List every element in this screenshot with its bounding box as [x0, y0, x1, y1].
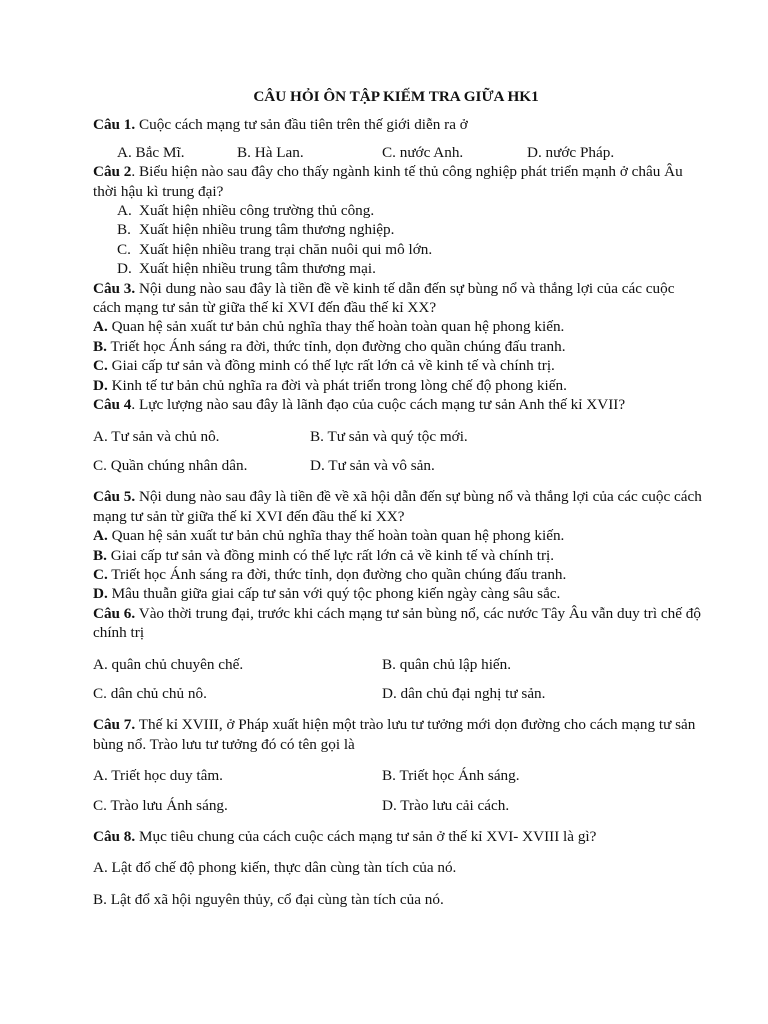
question-4-options-row-1 [93, 427, 703, 446]
page-title: CÂU HỎI ÔN TẬP KIẾM TRA GIỮA HK1 [253, 88, 539, 105]
question-label: Câu 8. [93, 828, 136, 845]
question-text: . Lực lượng nào sau đây là lãnh đạo của cuộc cách mạng tư sản Anh thế kỉ XVII? [131, 396, 626, 414]
question-label: Câu 4 [93, 396, 132, 414]
question-text: Cuộc cách mạng tư sản đầu tiên trên thế giới diễn ra ở [135, 116, 468, 134]
question-text: . Biểu hiện nào sau đây cho thấy ngành kinh tế thủ công nghiệp phát triển mạnh ở châu Âu thời hậu kì trung đại? [93, 163, 683, 200]
option-b: B. Tư sản và quý tộc mới. [310, 427, 468, 445]
option-a: A. Bắc Mĩ. [117, 143, 185, 161]
question-2-options [93, 201, 703, 279]
option-b: B. Triết học Ánh sáng. [382, 767, 520, 785]
question-8 [93, 827, 703, 846]
option-d: D. dân chủ đại nghị tư sản. [382, 684, 546, 702]
option-c: C. dân chủ chủ nô. [93, 684, 207, 702]
option-b: B. Giai cấp tư sản và đồng minh có thế lực rất lớn cả về kinh tế và chính trị. [93, 546, 555, 564]
option-a: A. Tư sản và chủ nô. [93, 427, 220, 445]
option-a: A. Quan hệ sản xuất tư bản chủ nghĩa thay thế hoàn toàn quan hệ phong kiến. [93, 527, 565, 545]
option-d: D. Tư sản và vô sản. [310, 456, 435, 474]
question-text: Thế kỉ XVIII, ở Pháp xuất hiện một trào lưu tư tưởng mới dọn đường cho cách mạng tư sản bùng nổ. Trào lưu tư tưởng đó có tên gọi là [93, 716, 696, 753]
question-text: Mục tiêu chung của cách cuộc cách mạng tư sản ở thế kỉ XVI- XVIII là gì? [135, 828, 597, 845]
question-label: Câu 2 [93, 163, 132, 181]
option-d: D. nước Pháp. [527, 143, 615, 161]
question-label: Câu 6. [93, 604, 136, 622]
question-7 [93, 715, 703, 754]
option-c: C. nước Anh. [382, 143, 464, 161]
question-label: Câu 3. [93, 279, 136, 297]
question-6 [93, 604, 703, 643]
question-7-options-row-2 [93, 796, 703, 815]
option-c: C. Giai cấp tư sản và đồng minh có thế lực rất lớn cả về kinh tế và chính trị. [93, 357, 555, 375]
option-c: C. Trào lưu Ánh sáng. [93, 796, 228, 814]
question-text: Nội dung nào sau đây là tiền đề về kinh tế dẫn đến sự bùng nổ và thắng lợi của các cuộc cách mạng tư sản từ giữa thế kỉ XVI đến đầu thế kỉ XX? [93, 279, 675, 317]
option-b: B. quân chủ lập hiến. [382, 655, 512, 673]
option-a: A. quân chủ chuyên chế. [93, 655, 244, 673]
option-d: D. Kinh tế tư bản chủ nghĩa ra đời và phát triển trong lòng chế độ phong kiến. [93, 376, 567, 394]
option-d: D. Mâu thuẫn giữa giai cấp tư sản với quý tộc phong kiến ngày càng sâu sắc. [93, 585, 561, 603]
question-label: Câu 5. [93, 488, 136, 506]
question-1 [93, 115, 703, 134]
question-3 [93, 279, 703, 318]
option-b: B. Hà Lan. [237, 143, 304, 161]
option-c: C. Triết học Ánh sáng ra đời, thức tỉnh, dọn đường cho quần chúng đấu tranh. [93, 565, 567, 583]
option-c: C. Quần chúng nhân dân. [93, 456, 248, 474]
question-label: Câu 7. [93, 716, 136, 734]
option-a: A. Xuất hiện nhiều công trường thủ công. [117, 202, 375, 220]
option-a: A. Quan hệ sản xuất tư bản chủ nghĩa thay thế hoàn toàn quan hệ phong kiến. [93, 318, 565, 336]
option-d: D. Xuất hiện nhiều trung tâm thương mại. [117, 260, 376, 278]
option-a: A. Lật đổ chế độ phong kiến, thực dân cùng tàn tích của nó. [93, 859, 457, 877]
question-7-options-row-1 [93, 766, 703, 785]
option-b: B. Xuất hiện nhiều trung tâm thương nghiệp. [117, 221, 395, 239]
question-4 [93, 395, 703, 414]
question-1-options [93, 143, 703, 162]
option-b: B. Triết học Ánh sáng ra đời, thức tỉnh, dọn đường cho quần chúng đấu tranh. [93, 337, 566, 355]
question-6-options-row-1 [93, 655, 703, 674]
question-text: Vào thời trung đại, trước khi cách mạng tư sản bùng nổ, các nước Tây Âu vẫn duy trì chế độ chính trị [93, 604, 701, 642]
question-label: Câu 1. [93, 116, 136, 134]
option-d: D. Trào lưu cải cách. [382, 796, 510, 814]
question-4-options-row-2 [93, 456, 703, 475]
question-6-options-row-2 [93, 684, 703, 703]
option-a: A. Triết học duy tâm. [93, 767, 223, 785]
question-5 [93, 487, 703, 526]
question-2 [93, 162, 703, 201]
option-c: C. Xuất hiện nhiều trang trại chăn nuôi qui mô lớn. [117, 240, 433, 258]
question-text: Nội dung nào sau đây là tiền đề về xã hội dẫn đến sự bùng nổ và thắng lợi của các cuộc cách mạng tư sản từ giữa thế kỉ XVI đến đầu thế kỉ XX? [93, 488, 702, 525]
option-b: B. Lật đổ xã hội nguyên thủy, cổ đại cùng tàn tích của nó. [93, 890, 444, 908]
document [93, 87, 703, 909]
